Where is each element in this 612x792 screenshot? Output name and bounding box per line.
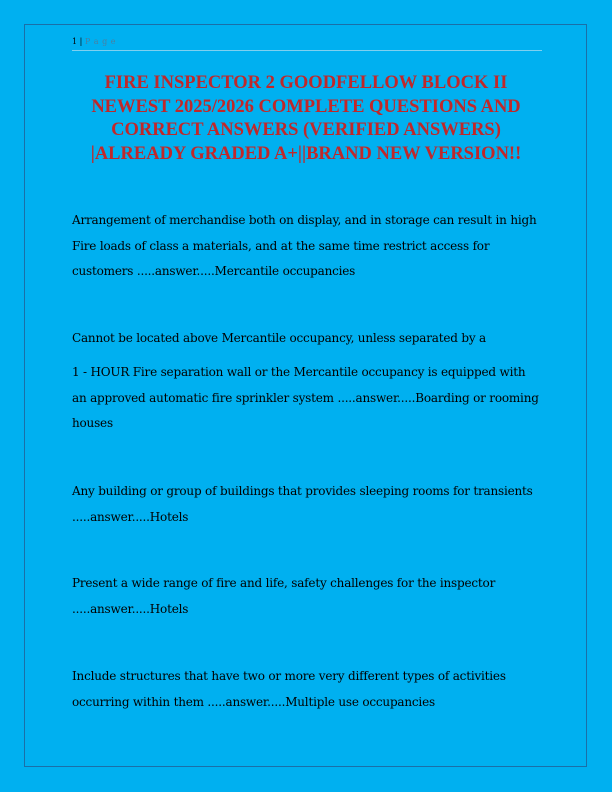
qa-item-1: Arrangement of merchandise both on display, and in storage can result in high Fire loads of class a materials, and at the same time restrict access for customers .....answer.....Mercantile occupancies	[72, 213, 537, 278]
page-separator: |	[77, 37, 85, 46]
qa-item-2: Cannot be located above Mercantile occupancy, unless separated by a	[72, 331, 486, 345]
page-word: P a g e	[84, 37, 117, 46]
document-title: FIRE INSPECTOR 2 GOODFELLOW BLOCK II NEWEST 2025/2026 COMPLETE QUESTIONS AND CORRECT ANSWERS (VERIFIED ANSWERS) |ALREADY GRADED A+||BRAND NEW VERSION!!	[90, 73, 522, 164]
qa-item-5: Present a wide range of fire and life, safety challenges for the inspector .....answer.....Hotels	[72, 576, 496, 616]
page-header	[72, 36, 542, 51]
qa-item-3: 1 - HOUR Fire separation wall or the Mercantile occupancy is equipped with an approved automatic fire sprinkler system .....answer.....Boarding or rooming houses	[72, 365, 539, 430]
page-number: 1	[72, 37, 78, 46]
qa-item-4: Any building or group of buildings that provides sleeping rooms for transients .....answer.....Hotels	[72, 484, 533, 524]
qa-item-6: Include structures that have two or more very different types of activities occurring within them .....answer.....Multiple use occupancies	[72, 669, 506, 709]
